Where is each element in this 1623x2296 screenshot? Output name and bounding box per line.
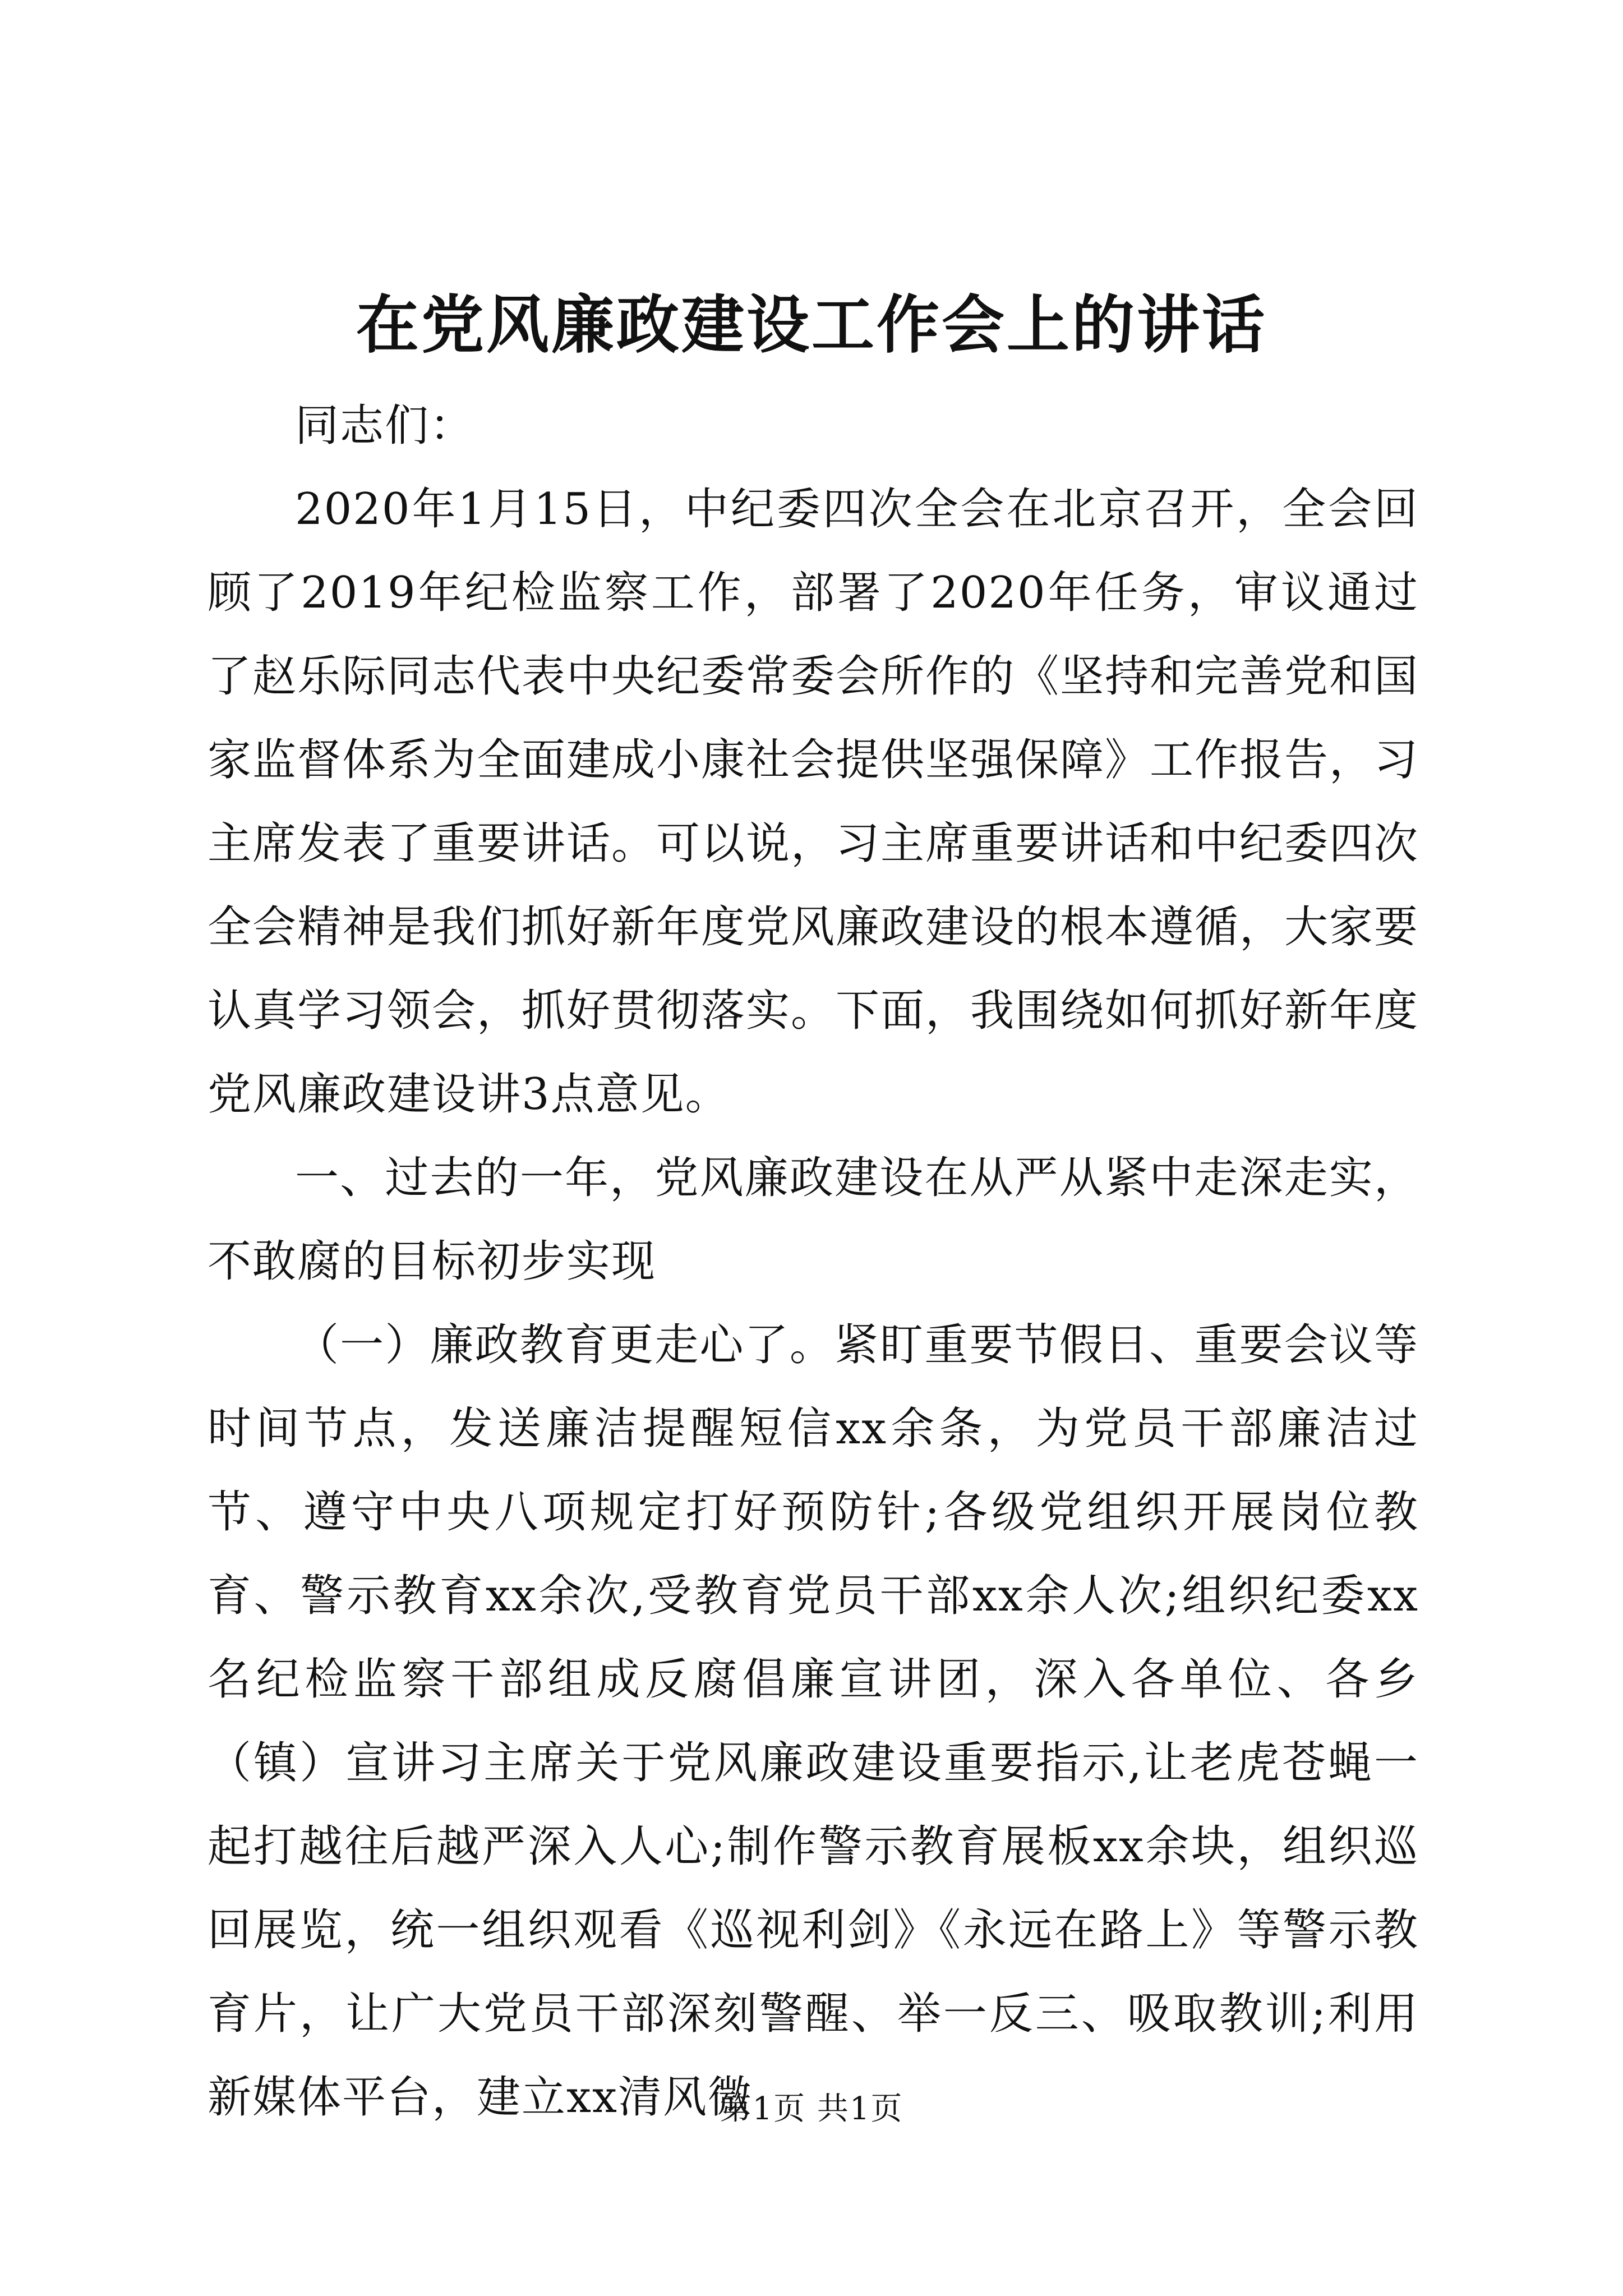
page-footer: 第1页 共1页 xyxy=(720,2091,903,2127)
salutation-paragraph: 同志们： xyxy=(295,401,475,451)
body-paragraph: 2020年1月15日，中纪委四次全会在北京召开，全会回顾了2019年纪检监察工作，部署了2020年任务，审议通过了赵乐际同志代表中央纪委常委会所作的《坚持和完善党和国家监督体系为全面建成小康社会提供坚强保障》工作报告，习主席发表了重要讲话。可以说，习主席重要讲话和中纪委四次全会精神是我们抓好新年度党风廉政建设的根本遵循，大家要认真学习领会，抓好贯彻落实。下面，我围绕如何抓好新年度党风廉政建设讲3点意见。 xyxy=(208,484,1419,1120)
body-paragraph: （一）廉政教育更走心了。紧盯重要节假日、重要会议等时间节点，发送廉洁提醒短信xx余条，为党员干部廉洁过节、遵守中央八项规定打好预防针;各级党组织开展岗位教育、警示教育xx余次,受教育党员干部xx余人次;组织纪委xx名纪检监察干部组成反腐倡廉宣讲团，深入各单位、各乡（镇）宣讲习主席关于党风廉政建设重要指示,让老虎苍蝇一起打越往后越严深入人心;制作警示教育展板xx余块，组织巡回展览，统一组织观看《巡视利剑》《永远在路上》等警示教育片，让广大党员干部深刻警醒、举一反三、吸取教训;利用新媒体平台，建立xx清风微 xyxy=(208,1320,1419,2123)
document-body xyxy=(208,384,1419,2139)
section-heading: 一、过去的一年，党风廉政建设在从严从紧中走深走实，不敢腐的目标初步实现 xyxy=(208,1153,1419,1287)
document-title: 在党风廉政建设工作会上的讲话 xyxy=(356,288,1267,362)
